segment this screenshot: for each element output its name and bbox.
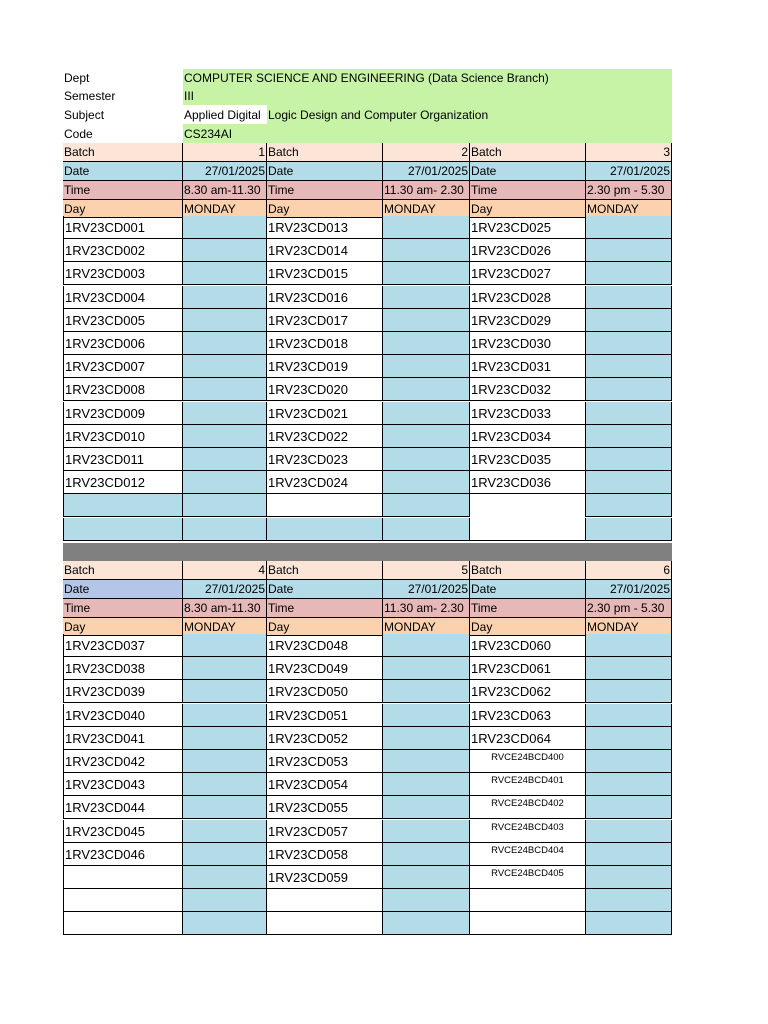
student-id: 1RV23CD015	[267, 262, 383, 285]
student-id: 1RV23CD002	[63, 239, 183, 262]
batch-label: Batch	[470, 561, 586, 580]
student-id: 1RV23CD021	[267, 402, 383, 425]
batch-label: Batch	[470, 143, 586, 162]
student-id: 1RV23CD009	[63, 402, 183, 425]
time-label: Time	[63, 181, 183, 200]
empty-cell	[267, 912, 383, 935]
attendance-mark-cell	[183, 448, 267, 471]
student-id: 1RV23CD019	[267, 355, 383, 378]
student-id: 1RV23CD064	[470, 727, 586, 750]
day-label: Day	[267, 200, 383, 218]
student-id: 1RV23CD053	[267, 750, 383, 773]
student-id: RVCE24BCD405	[470, 866, 586, 889]
student-id: 1RV23CD018	[267, 332, 383, 355]
empty-cell	[470, 889, 586, 912]
attendance-mark-cell	[383, 378, 470, 401]
attendance-mark-cell	[183, 355, 267, 378]
student-id: 1RV23CD026	[470, 239, 586, 262]
student-id: 1RV23CD027	[470, 262, 586, 285]
empty-cell	[63, 866, 183, 889]
student-id: RVCE24BCD404	[470, 843, 586, 866]
time-value: 8.30 am-11.30	[183, 599, 267, 618]
student-id: 1RV23CD061	[470, 657, 586, 680]
attendance-mark-cell	[586, 727, 672, 750]
day-label: Day	[63, 618, 183, 636]
attendance-mark-cell	[183, 216, 267, 239]
time-value: 8.30 am-11.30	[183, 181, 267, 200]
student-id: 1RV23CD016	[267, 286, 383, 309]
attendance-mark-cell	[383, 262, 470, 285]
subject-label: Subject	[64, 107, 105, 122]
student-id: 1RV23CD043	[63, 773, 183, 796]
time-label: Time	[470, 599, 586, 618]
batch-number: 2	[383, 143, 470, 162]
batch-number: 1	[183, 143, 267, 162]
attendance-mark-cell	[383, 727, 470, 750]
attendance-mark-cell	[586, 773, 672, 796]
student-id: 1RV23CD011	[63, 448, 183, 471]
student-id: 1RV23CD004	[63, 286, 183, 309]
attendance-mark-cell	[183, 286, 267, 309]
date-value: 27/01/2025	[383, 162, 470, 181]
student-id: 1RV23CD048	[267, 634, 383, 657]
student-id: 1RV23CD014	[267, 239, 383, 262]
student-id: 1RV23CD051	[267, 704, 383, 727]
student-id: 1RV23CD024	[267, 471, 383, 494]
day-value: MONDAY	[586, 200, 672, 218]
date-label: Date	[63, 162, 183, 181]
attendance-mark-cell	[183, 471, 267, 494]
batch-label: Batch	[63, 143, 183, 162]
semester-value: III	[183, 87, 672, 105]
day-value: MONDAY	[383, 618, 470, 636]
attendance-mark-cell	[586, 843, 672, 866]
empty-cell	[470, 912, 586, 935]
date-label: Date	[267, 162, 383, 181]
attendance-mark-cell	[586, 402, 672, 425]
student-id: 1RV23CD050	[267, 680, 383, 703]
student-id: 1RV23CD028	[470, 286, 586, 309]
batch-number: 5	[383, 561, 470, 580]
student-id: 1RV23CD017	[267, 309, 383, 332]
student-id: 1RV23CD062	[470, 680, 586, 703]
student-id: 1RV23CD034	[470, 425, 586, 448]
attendance-mark-cell	[383, 704, 470, 727]
attendance-mark-cell	[183, 402, 267, 425]
student-id: 1RV23CD041	[63, 727, 183, 750]
attendance-mark-cell	[383, 216, 470, 239]
attendance-mark-cell	[383, 843, 470, 866]
date-value: 27/01/2025	[183, 162, 267, 181]
student-id: 1RV23CD025	[470, 216, 586, 239]
student-id: 1RV23CD023	[267, 448, 383, 471]
attendance-mark-cell	[586, 448, 672, 471]
dept-label: Dept	[64, 71, 90, 85]
attendance-mark-cell	[586, 309, 672, 332]
attendance-mark-cell	[183, 796, 267, 819]
attendance-mark-cell	[183, 239, 267, 262]
attendance-mark-cell	[586, 494, 672, 517]
time-value: 11.30 am- 2.30	[383, 599, 470, 618]
student-id: 1RV23CD042	[63, 750, 183, 773]
day-value: MONDAY	[383, 200, 470, 218]
subject-value-part2: Logic Design and Computer Organization	[267, 105, 672, 124]
attendance-mark-cell	[383, 866, 470, 889]
batch-number: 3	[586, 143, 672, 162]
attendance-mark-cell	[383, 448, 470, 471]
attendance-mark-cell	[586, 912, 672, 935]
day-label: Day	[63, 200, 183, 218]
attendance-mark-cell	[586, 332, 672, 355]
student-id: 1RV23CD045	[63, 820, 183, 843]
attendance-mark-cell	[383, 286, 470, 309]
student-id: 1RV23CD054	[267, 773, 383, 796]
attendance-mark-cell	[183, 309, 267, 332]
batch-label: Batch	[63, 561, 183, 580]
attendance-mark-cell	[383, 309, 470, 332]
attendance-mark-cell	[383, 332, 470, 355]
time-label: Time	[267, 599, 383, 618]
student-id: 1RV23CD059	[267, 866, 383, 889]
attendance-mark-cell	[586, 471, 672, 494]
code-label: Code	[64, 126, 93, 141]
student-id: RVCE24BCD401	[470, 773, 586, 796]
empty-cell	[63, 889, 183, 912]
attendance-mark-cell	[183, 912, 267, 935]
attendance-mark-cell	[183, 773, 267, 796]
date-label: Date	[470, 162, 586, 181]
attendance-mark-cell	[183, 866, 267, 889]
attendance-mark-cell	[183, 750, 267, 773]
batch-label: Batch	[267, 143, 383, 162]
attendance-mark-cell	[586, 796, 672, 819]
student-id: 1RV23CD036	[470, 471, 586, 494]
attendance-mark-cell	[183, 634, 267, 657]
attendance-mark-cell	[183, 680, 267, 703]
attendance-mark-cell	[383, 425, 470, 448]
date-label: Date	[63, 580, 183, 599]
student-id: 1RV23CD040	[63, 704, 183, 727]
student-id: 1RV23CD013	[267, 216, 383, 239]
attendance-mark-cell	[183, 657, 267, 680]
attendance-mark-cell	[383, 239, 470, 262]
attendance-mark-cell	[183, 889, 267, 912]
student-id: 1RV23CD060	[470, 634, 586, 657]
student-id: 1RV23CD031	[470, 355, 586, 378]
empty-cell	[63, 912, 183, 935]
student-id: 1RV23CD044	[63, 796, 183, 819]
attendance-mark-cell	[586, 750, 672, 773]
student-id: 1RV23CD029	[470, 309, 586, 332]
attendance-mark-cell	[383, 680, 470, 703]
attendance-mark-cell	[183, 820, 267, 843]
attendance-mark-cell	[586, 657, 672, 680]
empty-cell	[267, 494, 383, 517]
student-id: RVCE24BCD400	[470, 750, 586, 773]
student-id: 1RV23CD001	[63, 216, 183, 239]
time-value: 11.30 am- 2.30	[383, 181, 470, 200]
attendance-mark-cell	[586, 634, 672, 657]
attendance-mark-cell	[586, 262, 672, 285]
attendance-mark-cell	[586, 889, 672, 912]
empty-cell	[470, 494, 586, 517]
attendance-mark-cell	[586, 680, 672, 703]
student-id: 1RV23CD058	[267, 843, 383, 866]
time-label: Time	[470, 181, 586, 200]
attendance-mark-cell	[383, 912, 470, 935]
batch-label: Batch	[267, 561, 383, 580]
time-label: Time	[267, 181, 383, 200]
day-label: Day	[470, 200, 586, 218]
attendance-mark-cell	[183, 262, 267, 285]
student-id: 1RV23CD012	[63, 471, 183, 494]
attendance-mark-cell	[183, 727, 267, 750]
empty-cell	[470, 518, 586, 541]
dept-value: COMPUTER SCIENCE AND ENGINEERING (Data Science Branch)	[183, 69, 672, 87]
student-id: 1RV23CD030	[470, 332, 586, 355]
student-id: 1RV23CD003	[63, 262, 183, 285]
time-value: 2.30 pm - 5.30	[586, 181, 672, 200]
student-id: 1RV23CD035	[470, 448, 586, 471]
student-id: 1RV23CD057	[267, 820, 383, 843]
date-value: 27/01/2025	[586, 580, 672, 599]
date-value: 27/01/2025	[383, 580, 470, 599]
attendance-mark-cell	[383, 494, 470, 517]
student-id: 1RV23CD022	[267, 425, 383, 448]
attendance-mark-cell	[586, 425, 672, 448]
empty-cell	[267, 518, 383, 541]
empty-cell	[267, 889, 383, 912]
attendance-mark-cell	[183, 378, 267, 401]
student-id: 1RV23CD052	[267, 727, 383, 750]
attendance-mark-cell	[383, 750, 470, 773]
date-label: Date	[470, 580, 586, 599]
student-id: 1RV23CD006	[63, 332, 183, 355]
student-id: 1RV23CD010	[63, 425, 183, 448]
student-id: 1RV23CD037	[63, 634, 183, 657]
attendance-mark-cell	[183, 332, 267, 355]
student-id: 1RV23CD020	[267, 378, 383, 401]
attendance-mark-cell	[586, 378, 672, 401]
student-id: 1RV23CD005	[63, 309, 183, 332]
code-value: CS234AI	[183, 124, 672, 143]
attendance-mark-cell	[383, 773, 470, 796]
batch-number: 4	[183, 561, 267, 580]
student-id: 1RV23CD063	[470, 704, 586, 727]
student-id: 1RV23CD055	[267, 796, 383, 819]
attendance-mark-cell	[183, 843, 267, 866]
attendance-mark-cell	[383, 657, 470, 680]
attendance-mark-cell	[383, 889, 470, 912]
student-id: 1RV23CD038	[63, 657, 183, 680]
attendance-mark-cell	[383, 634, 470, 657]
attendance-mark-cell	[383, 355, 470, 378]
student-id: 1RV23CD039	[63, 680, 183, 703]
batch-number: 6	[586, 561, 672, 580]
attendance-mark-cell	[586, 820, 672, 843]
empty-cell	[63, 494, 183, 517]
day-value: MONDAY	[183, 618, 267, 636]
subject-value-part1: Applied Digital	[184, 107, 261, 122]
day-label: Day	[267, 618, 383, 636]
attendance-mark-cell	[183, 425, 267, 448]
attendance-mark-cell	[586, 286, 672, 309]
student-id: RVCE24BCD403	[470, 820, 586, 843]
attendance-mark-cell	[586, 704, 672, 727]
date-value: 27/01/2025	[183, 580, 267, 599]
empty-cell	[63, 518, 183, 541]
time-label: Time	[63, 599, 183, 618]
attendance-mark-cell	[586, 239, 672, 262]
semester-label: Semester	[64, 89, 116, 103]
student-id: 1RV23CD049	[267, 657, 383, 680]
time-value: 2.30 pm - 5.30	[586, 599, 672, 618]
attendance-mark-cell	[183, 518, 267, 541]
day-label: Day	[470, 618, 586, 636]
student-id: 1RV23CD008	[63, 378, 183, 401]
day-value: MONDAY	[586, 618, 672, 636]
date-value: 27/01/2025	[586, 162, 672, 181]
student-id: RVCE24BCD402	[470, 796, 586, 819]
attendance-mark-cell	[586, 518, 672, 541]
attendance-mark-cell	[383, 402, 470, 425]
student-id: 1RV23CD046	[63, 843, 183, 866]
section-separator	[63, 543, 672, 561]
attendance-mark-cell	[383, 471, 470, 494]
attendance-mark-cell	[383, 518, 470, 541]
student-id: 1RV23CD032	[470, 378, 586, 401]
date-label: Date	[267, 580, 383, 599]
attendance-mark-cell	[383, 796, 470, 819]
attendance-mark-cell	[586, 355, 672, 378]
attendance-mark-cell	[586, 216, 672, 239]
attendance-mark-cell	[183, 704, 267, 727]
student-id: 1RV23CD033	[470, 402, 586, 425]
student-id: 1RV23CD007	[63, 355, 183, 378]
attendance-mark-cell	[586, 866, 672, 889]
attendance-mark-cell	[383, 820, 470, 843]
day-value: MONDAY	[183, 200, 267, 218]
attendance-mark-cell	[183, 494, 267, 517]
